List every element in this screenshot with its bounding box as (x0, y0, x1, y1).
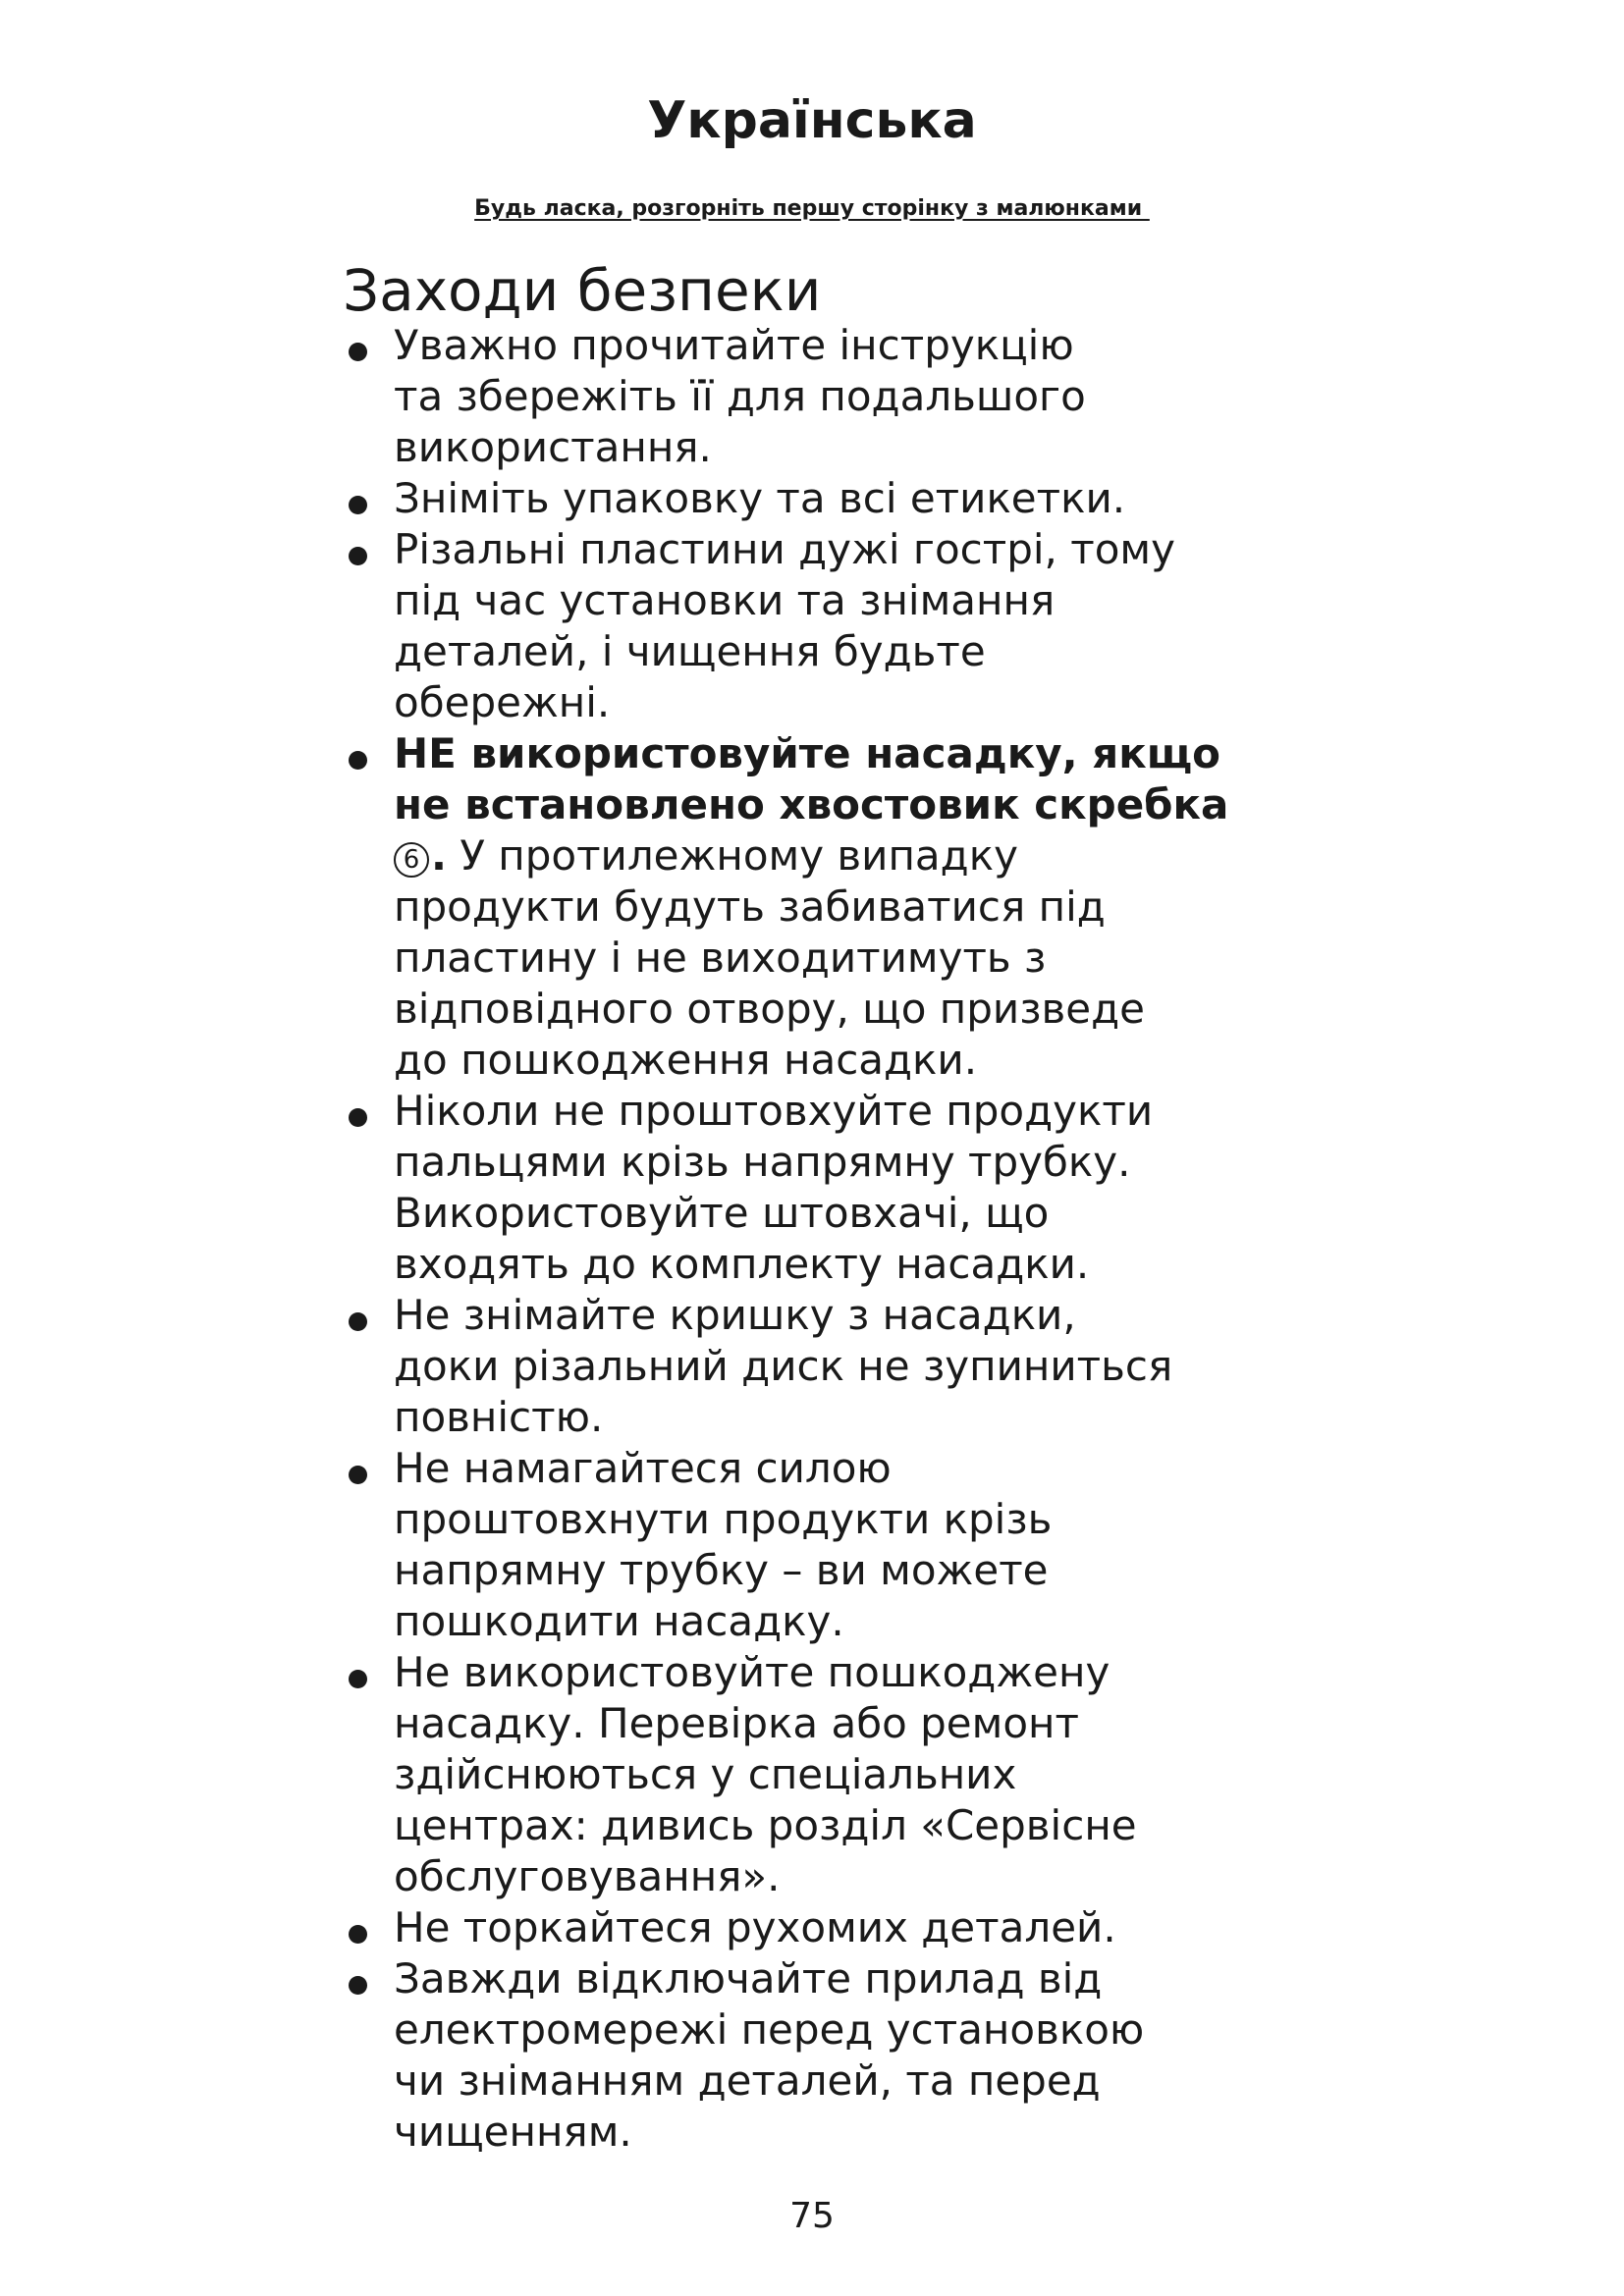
item-line: відповідного отвору, що призведе (394, 985, 1146, 1033)
item-line: пошкодити насадку. (394, 1597, 844, 1645)
item-line: під час установки та знімання (394, 576, 1056, 624)
list-item (343, 320, 1325, 473)
part-number-marker: 6 (394, 842, 429, 878)
item-line-bold: НЕ використовуйте насадку, якщо (394, 729, 1220, 777)
list-item (343, 1953, 1325, 2158)
item-line: Ніколи не проштовхуйте продукти (394, 1087, 1154, 1135)
safety-list (343, 320, 1325, 2158)
item-line: напрямну трубку – ви можете (394, 1546, 1049, 1594)
item-line: обережні. (394, 678, 611, 726)
bullet-icon (349, 751, 367, 770)
page-number: 75 (789, 2196, 835, 2236)
bullet-icon (349, 547, 367, 565)
bullet-icon (349, 1925, 367, 1944)
item-line: Не використовуйте пошкоджену (394, 1648, 1110, 1696)
item-line: центрах: дивись розділ «Сервісне (394, 1801, 1137, 1849)
item-line: Завжди відключайте прилад від (394, 1954, 1103, 2002)
item-line-with-marker (394, 830, 1325, 881)
list-item-warning (343, 728, 1325, 1086)
item-line: насадку. Перевірка або ремонт (394, 1699, 1079, 1747)
bullet-icon (349, 1312, 367, 1331)
item-line: Різальні пластини дужі гострі, тому (394, 525, 1175, 573)
list-item (343, 1443, 1325, 1647)
marker-text: У протилежному випадку (446, 831, 1018, 880)
item-line: Не знімайте кришку з насадки, (394, 1291, 1076, 1339)
item-line: пластину і не виходитимуть з (394, 934, 1047, 982)
item-line: доки різальний диск не зупиниться (394, 1342, 1173, 1390)
bullet-icon (349, 496, 367, 514)
item-line: здійснюються у спеціальних (394, 1750, 1017, 1798)
item-line-bold: не встановлено хвостовик скребка (394, 780, 1229, 828)
item-line: продукти будуть забиватися під (394, 882, 1106, 931)
list-item (343, 524, 1325, 728)
item-line: Використовуйте штовхачі, що (394, 1189, 1050, 1237)
bullet-icon (349, 1466, 367, 1484)
item-line: до пошкодження насадки. (394, 1036, 978, 1084)
bullet-icon (349, 343, 367, 361)
item-line: Не торкайтеся рухомих деталей. (394, 1903, 1116, 1951)
list-item (343, 1086, 1325, 1290)
list-item (343, 1647, 1325, 1902)
item-line: та збережіть її для подальшого (394, 372, 1086, 420)
item-line: чищенням. (394, 2108, 632, 2156)
item-line: обслуговування». (394, 1852, 781, 1900)
item-line: використання. (394, 423, 712, 471)
marker-suffix: . (431, 831, 447, 880)
item-line: входять до комплекту насадки. (394, 1240, 1090, 1288)
item-line: електромережі перед установкою (394, 2005, 1145, 2054)
item-line: Зніміть упаковку та всі етикетки. (394, 474, 1126, 522)
item-line: деталей, і чищення будьте (394, 627, 986, 675)
item-line: проштовхнути продукти крізь (394, 1495, 1053, 1543)
bullet-icon (349, 1976, 367, 1995)
bullet-icon (349, 1670, 367, 1688)
list-item (343, 473, 1325, 524)
page-subtitle: Будь ласка, розгорніть першу сторінку з малюнками (474, 196, 1150, 221)
page-title: Українська (647, 91, 977, 150)
item-line: пальцями крізь напрямну трубку. (394, 1138, 1131, 1186)
section-heading: Заходи безпеки (343, 257, 822, 324)
list-item (343, 1290, 1325, 1443)
item-line: Не намагайтеся силою (394, 1444, 892, 1492)
list-item (343, 1902, 1325, 1953)
bullet-icon (349, 1108, 367, 1127)
item-line: повністю. (394, 1393, 604, 1441)
item-line: Уважно прочитайте інструкцію (394, 321, 1074, 369)
item-line: чи зніманням деталей, та перед (394, 2056, 1101, 2105)
